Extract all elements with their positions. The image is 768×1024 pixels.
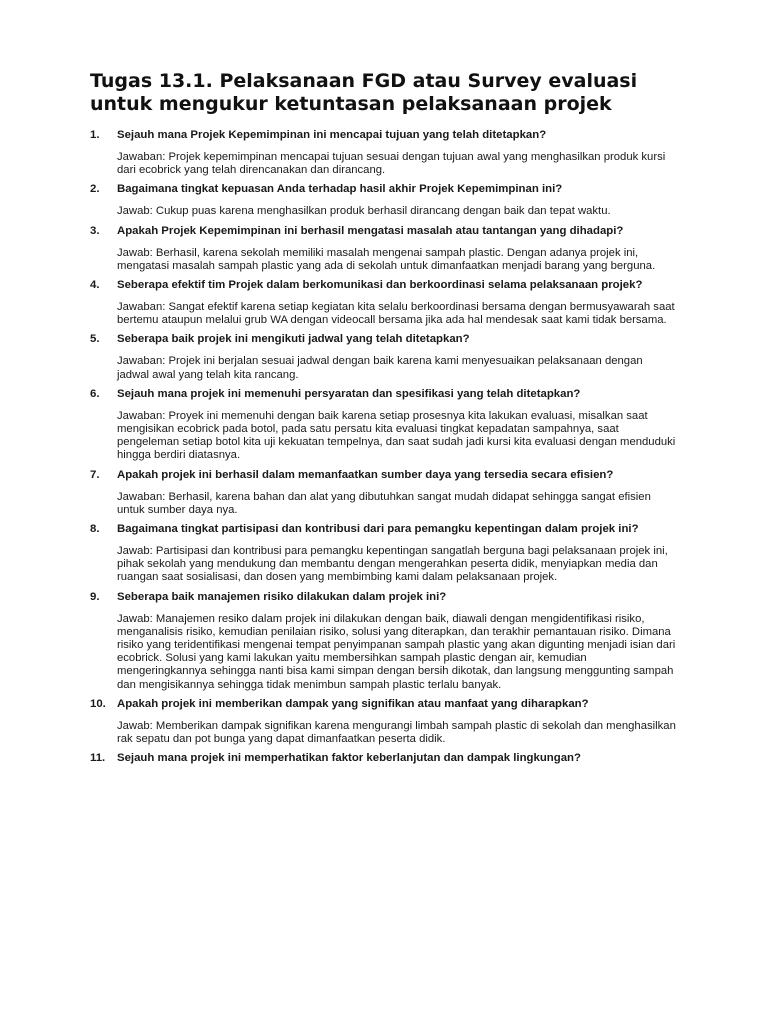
answer-text: Jawab: Manajemen resiko dalam projek ini dilakukan dengan baik, diawali dengan mengidentifikasi risiko, menganalisis risiko, kemudian penilaian risiko, solusi yang diterapkan, dan terakhir pemantauan risiko. Dimana risiko yang teridentifikasi mengenai tempat penyimpanan sampah plastic yang akan digunting menjadi isian dari ecobrick. Solusi yang kami lakukan yaitu membersihkan sampah plastic dengan air, kemudian mengeringkannya sehingga nanti bisa kami simpan dengan bersih dikotak, dan langsung menggunting sampah dan mengisikannya sehingga tidak menimbun sampah plastic terlalu banyak. [117,612,676,691]
question-number: 6. [90,387,100,400]
answer-text: Jawaban: Sangat efektif karena setiap kegiatan kita selalu berkoordinasi bersama dengan bermusyawarah saat bertemu ataupun melalui grub WA dengan videocall bersama jika ada hal mendesak saat kami tidak bersama. [117,301,675,327]
question-item-2 [90,182,676,218]
answer-text: Jawaban: Projek kepemimpinan mencapai tujuan sesuai dengan tujuan awal yang menghasilkan produk kursi dari ecobrick yang telah direncanakan dan dirancang. [117,151,666,177]
question-text: Seberapa baik manajemen risiko dilakukan dalam projek ini? [117,590,447,603]
answer-text: Jawaban: Projek ini berjalan sesuai jadwal dengan baik karena kami menyesuaikan pelaksanaan dengan jadwal awal yang telah kita rancang. [117,355,643,381]
question-item-10 [90,697,676,746]
question-text: Apakah projek ini berhasil dalam memanfaatkan sumber daya yang tersedia secara efisien? [117,468,614,481]
question-text: Seberapa baik projek ini mengikuti jadwal yang telah ditetapkan? [117,333,470,346]
question-number: 1. [90,129,100,141]
question-number: 7. [90,468,100,481]
question-item-3 [90,224,676,273]
answer-text: Jawab: Cukup puas karena menghasilkan produk berhasil dirancang dengan baik dan tepat waktu. [117,205,611,218]
question-item-1 [90,128,676,177]
question-item-7 [90,468,676,517]
question-number: 2. [90,183,100,196]
question-number: 3. [90,224,100,237]
question-number: 10. [90,697,106,710]
question-item-4 [90,278,676,327]
question-number: 5. [90,333,100,346]
answer-text: Jawab: Memberikan dampak signifikan karena mengurangi limbah sampah plastic di sekolah dan menghasilkan rak sepatu dan pot bunga yang dapat dimanfaatkan peserta didik. [117,719,676,746]
question-text: Seberapa efektif tim Projek dalam berkomunikasi dan berkoordinasi selama pelaksanaan projek? [117,279,643,292]
question-item-6 [90,387,676,463]
question-list [90,128,676,765]
question-item-11 [90,751,676,765]
question-number: 11. [90,752,106,765]
answer-text: Jawaban: Proyek ini memenuhi dengan baik karena setiap prosesnya kita lakukan evaluasi, misalkan saat mengisikan ecobrick pada botol, pada satu persatu kita evaluasi tingkat kepadatan sampahnya, saat pengeleman setiap botol kita uji kekuatan tempelnya, dan saat sudah jadi kursi kita evaluasi dengan menduduki hingga berdiri diatasnya. [117,409,676,462]
question-text: Bagaimana tingkat kepuasan Anda terhadap hasil akhir Projek Kepemimpinan ini? [117,183,563,196]
question-text: Sejauh mana projek ini memperhatikan faktor keberlanjutan dan dampak lingkungan? [117,752,581,765]
question-item-8 [90,522,676,585]
page-title: Tugas 13.1. Pelaksanaan FGD atau Survey evaluasi untuk mengukur ketuntasan pelaksanaan projek [90,70,638,115]
question-number: 8. [90,523,100,536]
answer-text: Jawab: Berhasil, karena sekolah memiliki masalah mengenai sampah plastic. Dengan adanya projek ini, mengatasi masalah sampah plastic yang ada di sekolah untuk dimanfaatkan menjadi barang yang berguna. [117,246,656,272]
question-number: 9. [90,590,100,603]
answer-text: Jawab: Partisipasi dan kontribusi para pemangku kepentingan sangatlah berguna bagi pelaksanaan projek ini, pihak sekolah yang mendukung dan membantu dengan mengerahkan peserta didik, menyiapkan media dan ruangan saat sosialisasi, dan dosen yang membimbing kami dalam pelaksanaan projek. [117,545,668,584]
question-text: Sejauh mana Projek Kepemimpinan ini mencapai tujuan yang telah ditetapkan? [117,129,547,141]
question-text: Apakah Projek Kepemimpinan ini berhasil mengatasi masalah atau tantangan yang dihadapi? [117,224,624,237]
answer-text: Jawaban: Berhasil, karena bahan dan alat yang dibutuhkan sangat mudah didapat sehingga sangat efisien untuk sumber daya nya. [117,490,651,516]
question-item-9 [90,590,676,692]
question-text: Sejauh mana projek ini memenuhi persyaratan dan spesifikasi yang telah ditetapkan? [117,387,581,400]
question-number: 4. [90,279,100,292]
question-item-5 [90,332,676,381]
question-text: Apakah projek ini memberikan dampak yang signifikan atau manfaat yang diharapkan? [117,697,589,710]
question-text: Bagaimana tingkat partisipasi dan kontribusi dari para pemangku kepentingan dalam projek ini? [117,523,639,536]
